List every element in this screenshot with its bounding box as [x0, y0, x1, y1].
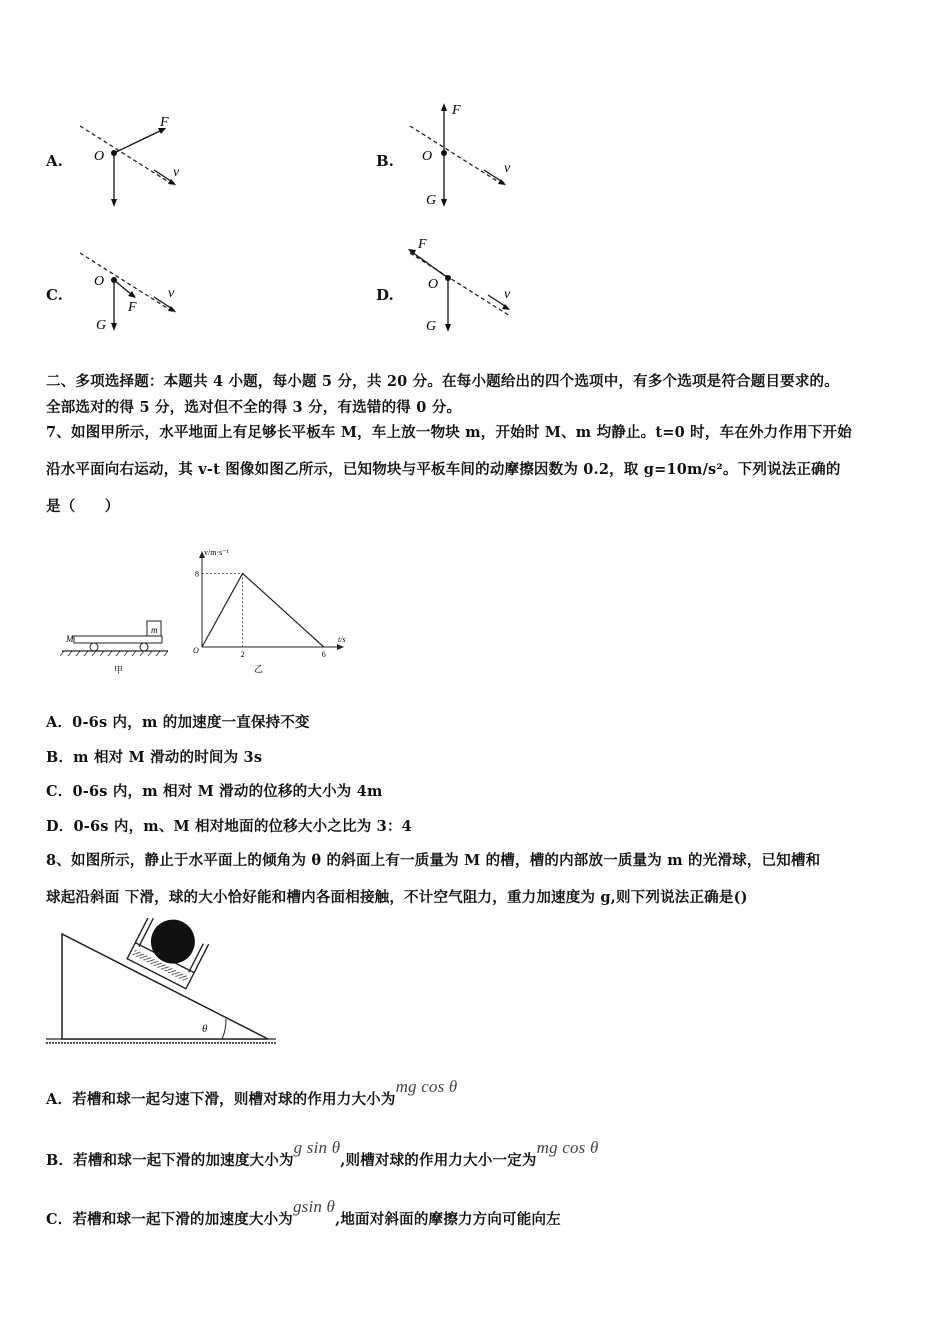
q6-c-label-o: O: [94, 274, 105, 289]
q7-chart-ylabel: v/m·s⁻¹: [204, 548, 229, 557]
q7-chart-origin: O: [193, 646, 199, 655]
q6-b-label-f: F: [452, 103, 461, 118]
q8-option-b-text-2: ,则槽对球的作用力大小一定为: [340, 1152, 537, 1169]
q8-stem-line-1: 8、如图所示，静止于水平面上的倾角为 θ 的斜面上有一质量为 M 的槽，槽的内部放一质量为 m 的光滑球，已知槽和: [46, 852, 821, 869]
q7-truck-label: M: [66, 634, 74, 644]
q8-angle-label: θ: [202, 1023, 208, 1035]
q6-option-c-diagram: [70, 245, 200, 340]
q8-option-c-math-1: gsin θ: [292, 1197, 336, 1216]
q7-caption-left: 甲: [114, 665, 124, 675]
q6-d-label-o: O: [428, 277, 439, 292]
q8-option-b-math-2: mg cos θ: [536, 1138, 599, 1157]
q6-b-label-v: v: [504, 161, 511, 176]
q6-option-a-diagram: [70, 108, 200, 213]
q8-option-a-text: A．若槽和球一起匀速下滑，则槽对球的作用力大小为: [46, 1091, 396, 1108]
q6-a-label-o: O: [94, 149, 105, 164]
q8-option-c-text-2: ,地面对斜面的摩擦力方向可能向左: [335, 1211, 561, 1228]
q6-option-a-label[interactable]: A.: [46, 152, 63, 170]
q6-option-d-diagram: [400, 232, 530, 340]
q6-option-d-label[interactable]: D.: [376, 286, 394, 304]
q7-chart-xtick-6: 6: [321, 650, 326, 659]
q6-option-b-diagram: [400, 98, 530, 213]
q6-option-b-label[interactable]: B.: [376, 152, 394, 170]
q7-chart-series-line: [202, 573, 324, 647]
q8-option-c-text-1: C．若槽和球一起下滑的加速度大小为: [46, 1211, 293, 1228]
q6-a-label-f: F: [160, 115, 169, 130]
q7-stem-line-1: 7、如图甲所示，水平地面上有足够长平板车 M，车上放一物块 m，开始时 M、m 均静止。t=0 时，车在外力作用下开始: [46, 424, 852, 441]
q8-option-a[interactable]: [46, 1077, 458, 1109]
q6-b-label-g: G: [426, 193, 437, 208]
q7-truck-figure: [60, 605, 180, 675]
q6-c-label-g: G: [96, 318, 107, 333]
q6-option-c-label[interactable]: C.: [46, 286, 63, 304]
q6-b-label-o: O: [422, 149, 433, 164]
q7-stem-line-3: 是（ ）: [46, 498, 120, 515]
q6-c-label-v: v: [168, 286, 175, 301]
q7-option-b[interactable]: B．m 相对 M 滑动的时间为 3s: [46, 749, 263, 766]
section-heading-line-1: 二、多项选择题：本题共 4 小题，每小题 5 分，共 20 分。在每小题给出的四个选项中，有多个选项是符合题目要求的。: [46, 373, 839, 390]
q6-d-label-f: F: [418, 237, 427, 252]
q7-chart-ytick-8: 8: [195, 569, 199, 579]
q7-option-d[interactable]: D．0-6s 内，m、M 相对地面的位移大小之比为 3：4: [46, 818, 412, 835]
q8-option-c[interactable]: [46, 1197, 561, 1229]
q8-option-b-text-1: B．若槽和球一起下滑的加速度大小为: [46, 1152, 294, 1169]
q7-option-a[interactable]: A．0-6s 内，m 的加速度一直保持不变: [46, 714, 310, 731]
q8-option-a-math: mg cos θ: [395, 1077, 458, 1096]
q6-d-label-v: v: [504, 287, 511, 302]
section-heading-line-2: 全部选对的得 5 分，选对但不全的得 3 分，有选错的得 0 分。: [46, 399, 462, 416]
q7-caption-right: 乙: [254, 664, 264, 674]
q7-option-c[interactable]: C．0-6s 内，m 相对 M 滑动的位移的大小为 4m: [46, 783, 383, 800]
q8-option-b-math-1: g sin θ: [293, 1138, 341, 1157]
q7-vt-chart: [188, 545, 356, 677]
q8-stem-line-2: 球起沿斜面 下滑，球的大小恰好能和槽内各面相接触，不计空气阻力，重力加速度为 g,则下列说法正确是(): [46, 889, 748, 906]
q6-c-label-f: F: [128, 300, 137, 315]
q7-chart-xlabel: t/s: [338, 635, 346, 644]
q8-incline-figure: [44, 918, 284, 1048]
q7-block-label: m: [151, 625, 158, 635]
q7-stem-line-2: 沿水平面向右运动，其 v-t 图像如图乙所示，已知物块与平板车间的动摩擦因数为 0.2，取 g=10m/s²。下列说法正确的: [46, 461, 841, 478]
q8-option-b[interactable]: [46, 1138, 599, 1170]
q6-d-label-g: G: [426, 319, 437, 334]
q7-chart-xtick-2: 2: [240, 650, 245, 659]
q6-a-label-v: v: [173, 165, 180, 180]
